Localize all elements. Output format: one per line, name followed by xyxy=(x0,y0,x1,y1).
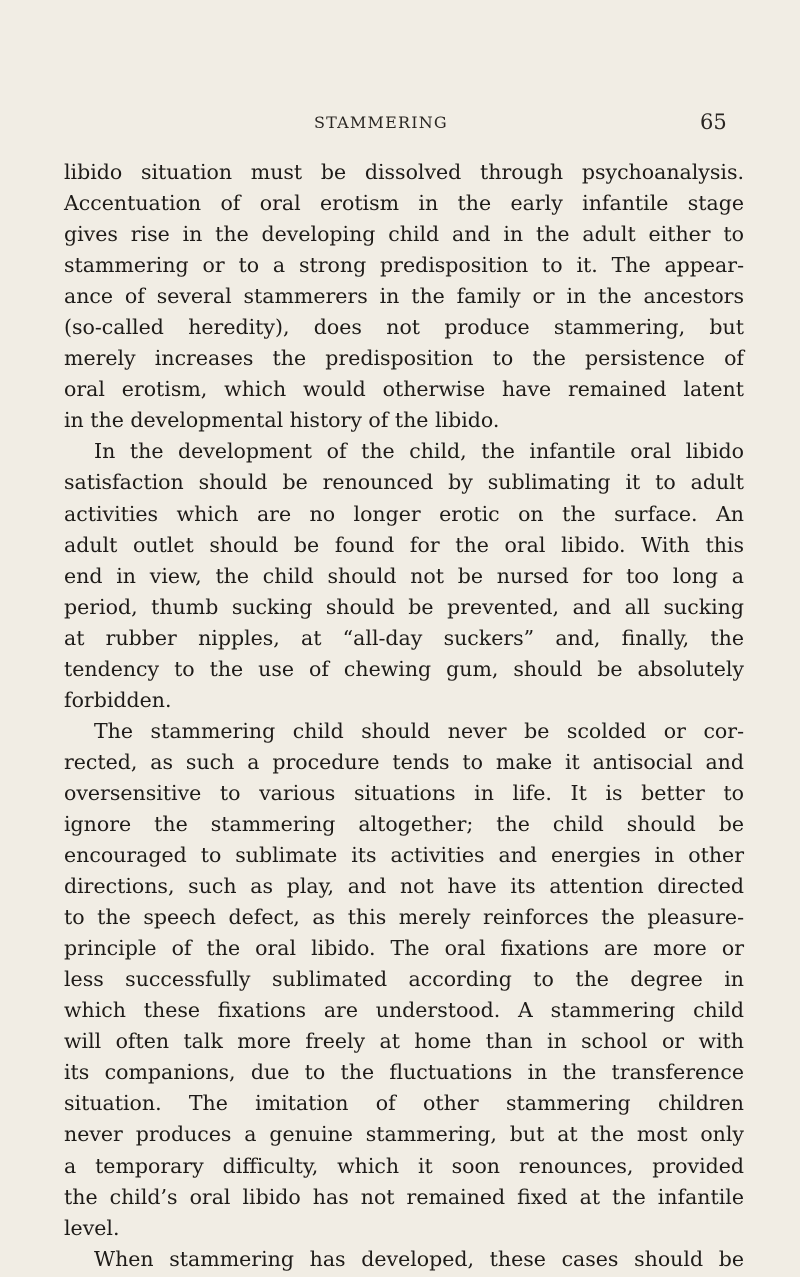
text-line: rected, as such a procedure tends to make it antisocial and xyxy=(64,749,744,774)
text-line: activities which are no longer erotic on the surface. An xyxy=(64,501,744,526)
text-line: adult outlet should be found for the oral libido. With this xyxy=(64,532,744,557)
paragraph-start-line: When stammering has developed, these cases should be xyxy=(94,1246,744,1271)
text-line: to the speech defect, as this merely reinforces the pleasure- xyxy=(64,905,744,930)
text-line: its companions, due to the fluctuations in the transference xyxy=(64,1060,744,1085)
page-number: 65 xyxy=(700,110,727,134)
paragraph-end-line: level. xyxy=(64,1215,120,1240)
text-line: which these fixations are understood. A stammering child xyxy=(64,998,744,1023)
text-line: ance of several stammerers in the family or in the ancestors xyxy=(64,284,744,309)
paragraph-end-line: forbidden. xyxy=(64,687,172,712)
text-line: ignore the stammering altogether; the child should be xyxy=(64,811,744,836)
text-line: Accentuation of oral erotism in the early infantile stage xyxy=(64,191,744,216)
text-line: stammering or to a strong predisposition to it. The appear- xyxy=(64,253,744,278)
paragraph-start-line: In the development of the child, the infantile oral libido xyxy=(94,439,744,464)
paragraph-end-line: in the developmental history of the libido. xyxy=(64,408,500,433)
text-line: tendency to the use of chewing gum, should be absolutely xyxy=(64,656,744,681)
body-text xyxy=(64,157,744,1275)
text-line: end in view, the child should not be nursed for too long a xyxy=(64,563,744,588)
text-line: situation. The imitation of other stammering children xyxy=(64,1091,744,1116)
text-line: never produces a genuine stammering, but at the most only xyxy=(64,1122,744,1147)
text-line: (so-called heredity), does not produce stammering, but xyxy=(64,315,744,340)
text-line: at rubber nipples, at “all-day suckers” and, finally, the xyxy=(64,625,744,650)
text-line: less successfully sublimated according to the degree in xyxy=(64,967,744,992)
text-line: directions, such as play, and not have its attention directed xyxy=(64,874,744,899)
text-line: oversensitive to various situations in life. It is better to xyxy=(64,780,744,805)
text-line: the child’s oral libido has not remained fixed at the infantile xyxy=(64,1184,744,1209)
text-line: oral erotism, which would otherwise have remained latent xyxy=(64,377,744,402)
text-line: period, thumb sucking should be prevented, and all sucking xyxy=(64,594,744,619)
paragraph-start-line: The stammering child should never be scolded or cor- xyxy=(94,718,744,743)
text-line: encouraged to sublimate its activities and energies in other xyxy=(64,843,744,868)
text-line: will often talk more freely at home than in school or with xyxy=(64,1029,744,1054)
text-line: a temporary difficulty, which it soon renounces, provided xyxy=(64,1153,744,1178)
text-line: merely increases the predisposition to the persistence of xyxy=(64,346,744,371)
text-line: gives rise in the developing child and in the adult either to xyxy=(64,222,744,247)
text-line: libido situation must be dissolved through psychoanalysis. xyxy=(64,160,744,184)
text-line: satisfaction should be renounced by sublimating it to adult xyxy=(64,470,744,495)
running-head: STAMMERING xyxy=(314,113,448,132)
text-line: principle of the oral libido. The oral fixations are more or xyxy=(64,936,744,961)
